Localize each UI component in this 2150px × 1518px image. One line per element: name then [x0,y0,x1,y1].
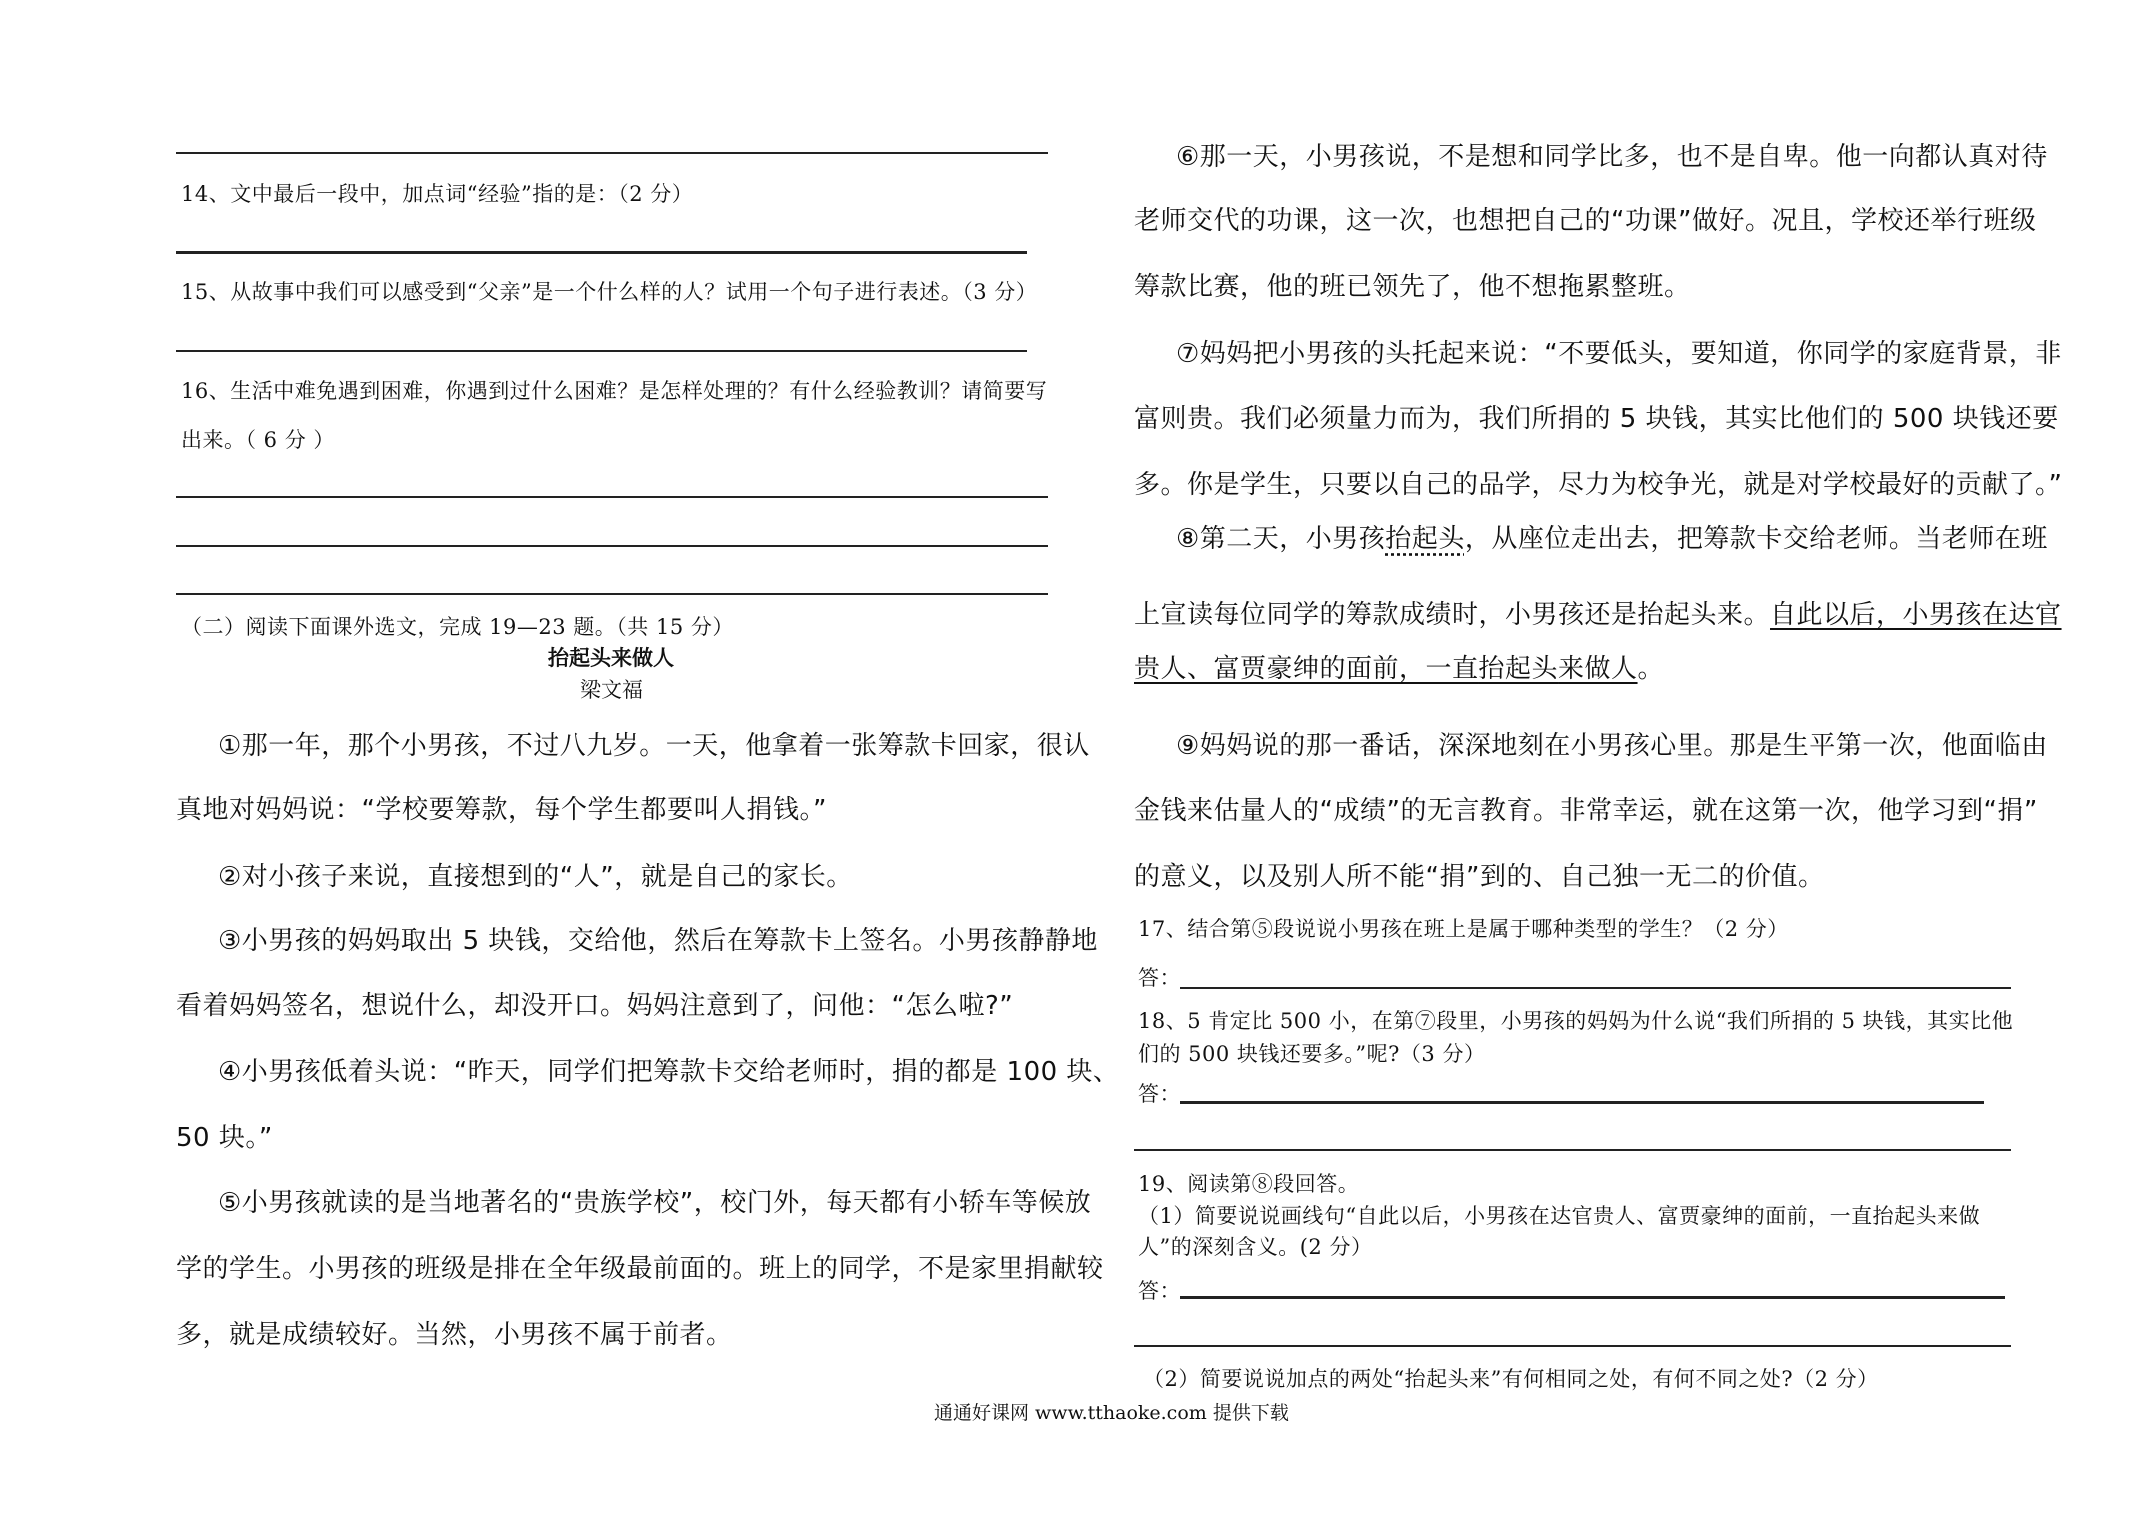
paragraph-7-line3: 多。你是学生，只要以自己的品学，尽力为校争光，就是对学校最好的贡献了。” [1134,470,2063,500]
dotted-emphasis: 抬起头 [1478,654,1559,684]
paragraph-9-line2: 金钱来估量人的“成绩”的无言教育。非常幸运，就在这第一次，他学习到“捐” [1134,796,2038,826]
paragraph-5-line3: 多，就是成绩较好。当然，小男孩不属于前者。 [176,1320,733,1350]
article-author: 梁文福 [580,678,643,702]
answer-label: 答： [1138,1279,1181,1303]
paragraph-7-line2: 富则贵。我们必须量力而为，我们所捐的 5 块钱，其实比他们的 500 块钱还要 [1134,404,2059,434]
paragraph-6-line3: 筹款比赛，他的班已领先了，他不想拖累整班。 [1134,272,1691,302]
paragraph-8-line1 [1176,518,2048,555]
section-intro: （二）阅读下面课外选文，完成 19—23 题。（共 15 分） [181,615,734,639]
question-19-2: （2）简要说说加点的两处“抬起头来”有何相同之处，有何不同之处?（2 分） [1143,1367,1879,1391]
paragraph-8-line3 [1134,648,1664,685]
question-16-line1: 16、生活中难免遇到困难，你遇到过什么困难？是怎样处理的？有什么经验教训？请简要写 [181,379,1048,403]
text-span: 上宣读每位同学的筹款成绩时，小男孩还是抬起头来。 [1134,600,1771,630]
answer-label: 答： [1138,966,1181,990]
text-span: 。 [1637,654,1665,684]
paragraph-4-line2: 50 块。” [176,1123,273,1153]
paragraph-5-line2: 学的学生。小男孩的班级是排在全年级最前面的。班上的同学，不是家里捐献较 [176,1254,1104,1284]
text-span: ⑧第二天，小男孩 [1176,524,1386,554]
paragraph-8-line2 [1134,594,2062,631]
answer-line [176,152,1048,154]
paragraph-3-line2: 看着妈妈签名，想说什么，却没开口。妈妈注意到了，问他：“怎么啦?” [176,991,1014,1021]
question-19: 19、阅读第⑧段回答。 [1138,1172,1360,1196]
question-14: 14、文中最后一段中，加点词“经验”指的是：（2 分） [181,182,694,206]
article-title: 抬起头来做人 [548,646,674,670]
answer-line [176,496,1048,498]
paragraph-4-line1: ④小男孩低着头说：“昨天，同学们把筹款卡交给老师时，捐的都是 100 块、 [218,1057,1120,1087]
underlined-sentence: 自此以后，小男孩在达官 [1770,600,2062,630]
answer-line [176,545,1048,547]
paragraph-2: ②对小孩子来说，直接想到的“人”，就是自己的家长。 [218,862,853,892]
paragraph-1-line1: ①那一年，那个小男孩，不过八九岁。一天，他拿着一张筹款卡回家，很认 [218,731,1090,761]
question-19-1-line2: 人”的深刻含义。(2 分） [1138,1235,1373,1259]
answer-line [1180,1296,2005,1299]
question-15: 15、从故事中我们可以感受到“父亲”是一个什么样的人？试用一个句子进行表述。（3 分） [181,280,1038,304]
question-18-line1: 18、5 肯定比 500 小，在第⑦段里，小男孩的妈妈为什么说“我们所捐的 5 块钱，其实比他 [1138,1009,2014,1033]
question-19-1-line1: （1）简要说说画线句“自此以后，小男孩在达官贵人、富贾豪绅的面前，一直抬起头来做 [1138,1204,1981,1228]
text-span: ，从座位走出去，把筹款卡交给老师。当老师在班 [1464,524,2048,554]
answer-line [176,350,1027,352]
paragraph-6-line1: ⑥那一天，小男孩说，不是想和同学比多，也不是自卑。他一向都认真对待 [1176,142,2048,172]
paragraph-3-line1: ③小男孩的妈妈取出 5 块钱，交给他，然后在筹款卡上签名。小男孩静静地 [218,926,1098,956]
answer-line [1134,1345,2011,1347]
paragraph-9-line3: 的意义，以及别人所不能“捐”到的、自己独一无二的价值。 [1134,862,1825,892]
answer-line [1180,1101,1984,1104]
paragraph-7-line1: ⑦妈妈把小男孩的头托起来说：“不要低头，要知道，你同学的家庭背景，非 [1176,339,2062,369]
answer-line [176,251,1027,254]
question-18-line2: 们的 500 块钱还要多。”呢?（3 分） [1138,1042,1486,1066]
dotted-emphasis: 抬起头 [1385,524,1465,554]
answer-line [1180,987,2011,989]
answer-line [176,593,1048,595]
answer-label: 答： [1138,1082,1181,1106]
page-footer: 通通好课网 www.tthaoke.com 提供下载 [934,1402,1289,1424]
underlined-sentence: 来做人 [1558,654,1638,684]
underlined-sentence: 贵人、富贾豪绅的面前，一直 [1134,654,1479,684]
answer-line [1134,1149,2011,1151]
question-16-line2: 出来。（ 6 分 ） [181,428,335,452]
paragraph-1-line2: 真地对妈妈说：“学校要筹款，每个学生都要叫人捐钱。” [176,795,827,825]
paragraph-9-line1: ⑨妈妈说的那一番话，深深地刻在小男孩心里。那是生平第一次，他面临由 [1176,731,2048,761]
question-17: 17、结合第⑤段说说小男孩在班上是属于哪种类型的学生？（2 分） [1138,917,1789,941]
paragraph-6-line2: 老师交代的功课，这一次，也想把自己的“功课”做好。况且，学校还举行班级 [1134,206,2037,236]
paragraph-5-line1: ⑤小男孩就读的是当地著名的“贵族学校”，校门外，每天都有小轿车等候放 [218,1188,1092,1218]
